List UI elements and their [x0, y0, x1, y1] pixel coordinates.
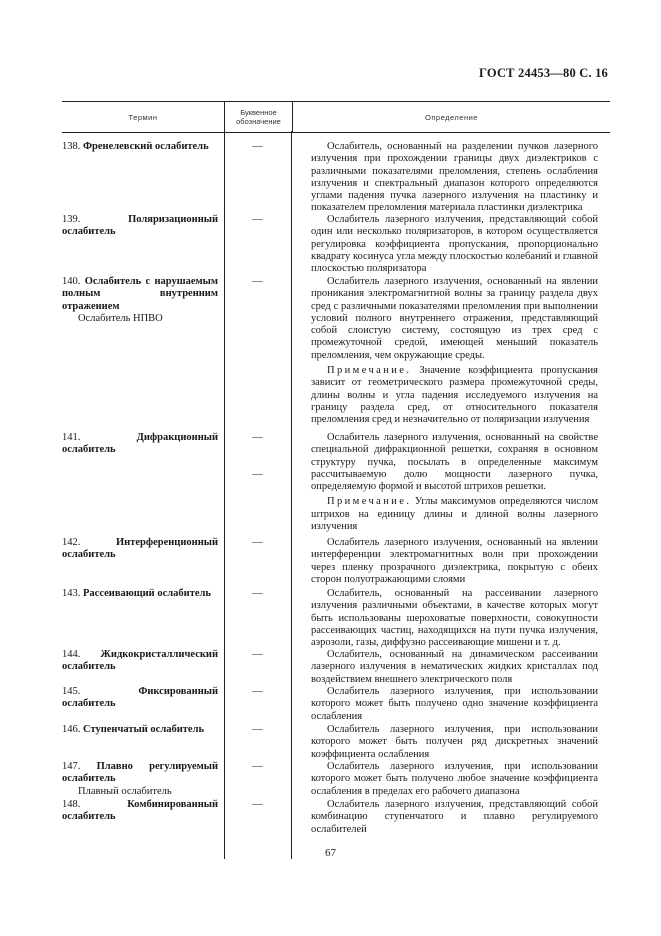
column-header-symbol	[224, 102, 293, 132]
term-number: 147.	[62, 761, 81, 772]
symbol-cell: —	[252, 686, 263, 697]
term-synonym: Плавный ослабитель	[78, 785, 172, 797]
definition-text: Ослабитель лазерного излучения, представляющий собой комбинацию ступенчатого и плавно регулируемого ослабителей	[311, 799, 598, 835]
definition-text: Ослабитель, основанный на рассеивании лазерного излучения различными объектами, в качестве которых могут быть использованы шероховатые поверхности, совокупности рассеивающих частиц, находящихся на пути пучка излучения, аэрозоли, газы, диффузно рассеивающие мишени и т. д.	[311, 588, 598, 649]
symbol-cell: —	[252, 141, 263, 152]
definition-text: Ослабитель лазерного излучения, при использовании которого может быть получено одно значение коэффициента ослабления	[311, 686, 598, 722]
term-name: Поляризационный ослабитель	[62, 214, 218, 238]
term-number: 140.	[62, 276, 81, 287]
term-number: 141.	[62, 432, 81, 443]
term-name: Фиксированный ослабитель	[62, 686, 218, 710]
symbol-cell: —	[252, 214, 263, 225]
term-cell	[62, 588, 218, 600]
page-number: 67	[325, 847, 336, 859]
column-header-symbol-line2: обозначение	[236, 117, 281, 126]
document-header: ГОСТ 24453—80 С. 16	[479, 66, 608, 80]
symbol-cell: —	[252, 761, 263, 772]
symbol-cell: —	[252, 276, 263, 287]
term-name: Френелевский ослабитель	[83, 141, 209, 152]
symbol-cell: —	[252, 537, 263, 548]
column-divider	[291, 131, 292, 859]
definition-text: Ослабитель, основанный на разделении пучков лазерного излучения при прохождении границы двух диэлектриков с различными показателями преломления, степень ослабления излучения и спектральный диапазон которого определяются углами падения пучка лазерного излучения на пластинку и показателем преломления материала пластинки диэлектрика	[311, 141, 598, 214]
term-cell	[62, 537, 218, 562]
symbol-cell: —	[252, 799, 263, 810]
table-header	[62, 101, 610, 133]
term-name: Жидкокристаллический ослабитель	[62, 649, 218, 673]
term-name: Дифракционный ослабитель	[62, 432, 218, 456]
definition-text: Ослабитель, основанный на динамическом рассеивании лазерного излучения в нематических жидких кристаллах под воздействием внешнего электрического поля	[311, 649, 598, 685]
definition-text: Ослабитель лазерного излучения, представляющий собой один или несколько поляризаторов, в котором осуществляется регулировка коэффициента пропускания, пропорционально квадрату косинуса угла между плоскостью колебаний и главной плоскостью поляризатора	[311, 214, 598, 275]
term-cell	[62, 649, 218, 674]
column-header-term: Термин	[128, 112, 158, 122]
symbol-cell: —	[252, 469, 263, 480]
note-text: Значение коэффициента пропускания зависит от геометрического размера промежуточной среды, длины волны и угла падения исследуемого излучения на границу раздела сред, от относительного показателя преломления сред и незначительно от поляризации излучения	[311, 365, 598, 426]
term-cell	[62, 276, 218, 325]
definition-cell	[311, 214, 598, 275]
term-name: Интерференционный ослабитель	[62, 537, 218, 561]
term-name: Комбинированный ослабитель	[62, 799, 218, 823]
definition-cell	[311, 761, 598, 798]
definition-note	[311, 496, 598, 533]
term-cell	[62, 761, 218, 798]
term-cell	[62, 799, 218, 824]
term-number: 138.	[62, 141, 81, 152]
symbol-cell: —	[252, 432, 263, 443]
term-number: 145.	[62, 686, 81, 697]
term-cell	[62, 141, 218, 153]
symbol-cell: —	[252, 649, 263, 660]
term-name: Ослабитель с нарушаемым полным внутренним отражением	[62, 276, 219, 312]
term-number: 139.	[62, 214, 81, 225]
column-header-symbol-line1: Буквенное	[240, 108, 277, 117]
terms-table	[62, 101, 610, 835]
definition-cell	[311, 537, 598, 586]
column-divider	[224, 131, 225, 859]
term-number: 143.	[62, 588, 81, 599]
note-label: Примечание.	[327, 496, 412, 508]
definition-text: Ослабитель лазерного излучения, при использовании которого может быть получено любое значение коэффициента ослабления в пределах его рабочего диапазона	[311, 761, 598, 797]
term-cell	[62, 432, 218, 457]
definition-text: Ослабитель лазерного излучения, основанный на свойстве специальной дифракционной решетки, сохраняя в основном структуру пучка, посылать в определенные максимум рассчитываемую долю мощности лазерного пучка, определяемую формой и высотой штрихов решетки.	[311, 432, 598, 493]
definition-text: Ослабитель лазерного излучения, основанный на явлении интерференции электромагнитных волн при прохождении через пленку прозрачного диэлектрика, покрытую с обеих сторон полуотражающими слоями	[311, 537, 598, 585]
term-synonym: Ослабитель НПВО	[78, 312, 163, 324]
term-name: Ступенчатый ослабитель	[83, 724, 205, 735]
definition-cell	[311, 686, 598, 723]
term-cell	[62, 724, 218, 736]
definition-cell	[311, 141, 598, 215]
term-cell	[62, 214, 218, 239]
definition-text: Ослабитель лазерного излучения, основанный на явлении проникания электромагнитной волны за границу раздела двух сред с различными показателями преломления при выполнении условий полного внутреннего отражения, представляющий собой слоистую систему, состоящую из трех сред с промежуточной средой, имеющей меньший показатель преломления, чем окружающие среды.	[311, 276, 598, 361]
term-number: 142.	[62, 537, 81, 548]
definition-note	[311, 365, 598, 426]
note-text: Углы максимумов определяются числом штрихов на единицу длины и длиной волны лазерного излучения	[311, 496, 598, 533]
term-number: 148.	[62, 799, 81, 810]
definition-cell	[311, 724, 598, 761]
definition-cell	[311, 588, 598, 649]
symbol-cell: —	[252, 724, 263, 735]
definition-text: Ослабитель лазерного излучения, при использовании которого может быть получен ряд дискретных значений коэффициента ослабления	[311, 724, 598, 760]
definition-cell	[311, 799, 598, 836]
term-number: 144.	[62, 649, 81, 660]
definition-cell	[311, 649, 598, 686]
term-cell	[62, 686, 218, 711]
definition-cell	[311, 432, 598, 533]
definition-cell	[311, 276, 598, 427]
term-number: 146.	[62, 724, 81, 735]
term-name: Плавно регулируемый ослабитель	[62, 761, 218, 785]
note-label: Примечание.	[327, 365, 412, 377]
column-header-definition: Определение	[425, 112, 478, 122]
symbol-cell: —	[252, 588, 263, 599]
term-name: Рассеивающий ослабитель	[83, 588, 211, 599]
